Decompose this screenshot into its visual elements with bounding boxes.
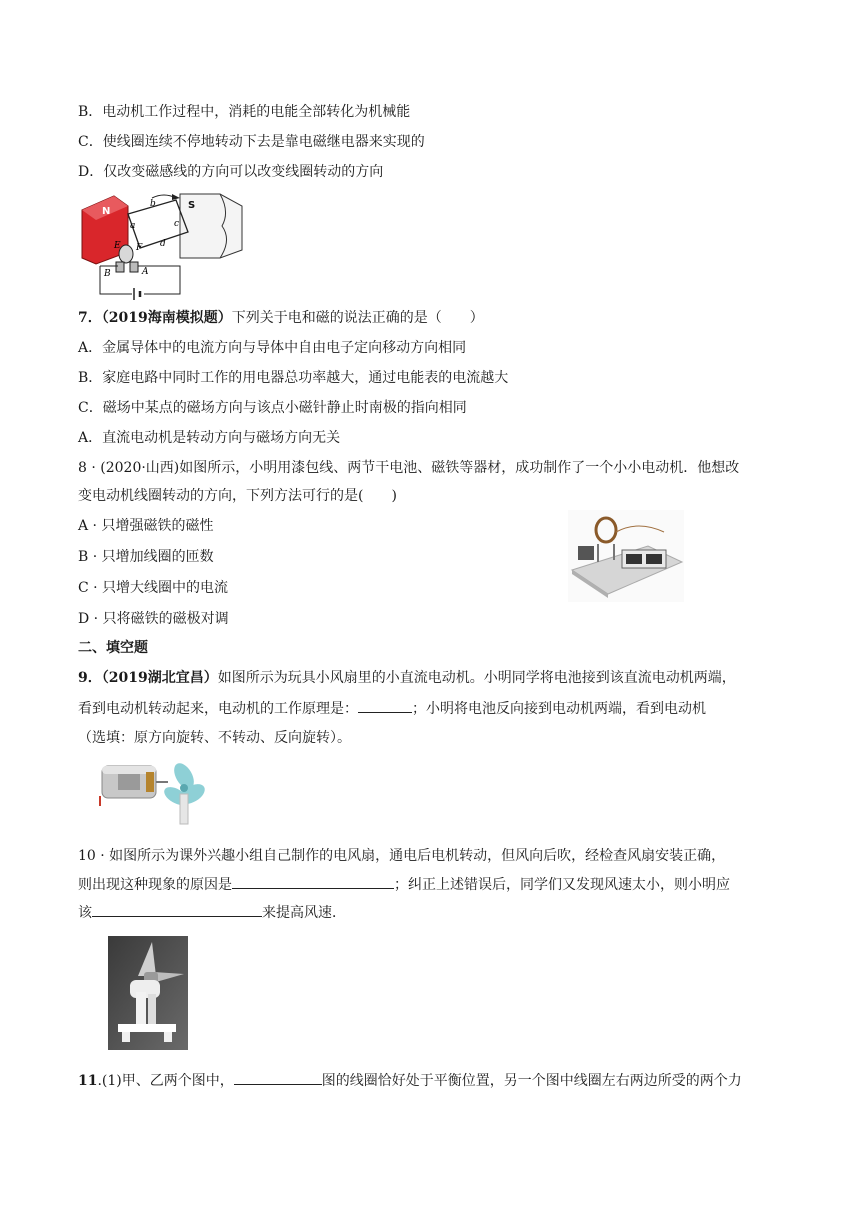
q10-stem-line1: 10 · 如图所示为课外兴趣小组自己制作的电风扇，通电后电机转动，但风向后吹，经检查风扇安装正确， [78,848,726,864]
q6-option-b: B．电动机工作过程中，消耗的电能全部转化为机械能 [78,104,411,120]
label-d: d [160,239,166,249]
q7-option-c: C．磁场中某点的磁场方向与该点小磁针静止时南极的指向相同 [78,400,467,416]
q7-option-b: B．家庭电路中同时工作的用电器总功率越大，通过电能表的电流越大 [78,370,509,386]
q11-text-rest: 图的线圈恰好处于平衡位置，另一个图中线圈左右两边所受的两个力 [321,1073,742,1089]
q9-number: 9． [78,670,102,686]
q8-stem-line2: 变电动机线圈转动的方向，下列方法可行的是( ) [78,488,397,504]
q9-stem-line1 [78,668,736,688]
q9-blank-1[interactable] [358,698,412,713]
q9-stem-line3: （选填：原方向旋转、不转动、反向旋转）。 [78,730,351,746]
q9-source: （2019湖北宜昌） [101,670,218,686]
q9-text-1: 如图所示为玩具小风扇里的小直流电动机。小明同学将电池接到该直流电动机两端， [217,670,736,686]
q9-text-2a: 看到电动机转动起来，电动机的工作原理是： [78,701,358,717]
south-label: S [188,200,196,211]
label-c: c [174,219,180,229]
q11-blank-1[interactable] [234,1070,322,1085]
section-heading-fill-in: 二、填空题 [78,640,148,656]
motor-diagram-figure [80,192,246,300]
q7-source: （2019海南模拟题） [101,310,232,326]
label-e: E [114,241,121,251]
q9-text-2b: ；小明将电池反向接到电动机两端，看到电动机 [412,701,706,717]
q11-text-part: .(1)甲、乙两个图中， [97,1073,234,1089]
label-a: a [130,221,136,231]
q10-stem-line3 [78,902,346,923]
label-b: b [150,199,156,209]
label-f: F [136,243,143,253]
motor-fan-photo [98,758,210,828]
q7-stem [78,308,484,328]
q9-stem-line2 [78,698,706,719]
label-brush-b: B [104,269,111,279]
label-brush-a: A [142,267,149,277]
q11-number: 11 [78,1073,98,1089]
q11-stem-line1 [78,1070,742,1091]
q10-blank-2[interactable] [92,902,262,917]
q10-stem-line2 [78,874,730,895]
q8-stem-line1: 8 · (2020·山西)如图所示，小明用漆包线、两节干电池、磁铁等器材，成功制作了一个小小电动机．他想改 [78,460,740,476]
q10-text-2a: 则出现这种现象的原因是 [78,877,232,893]
q8-option-d: D · 只将磁铁的磁极对调 [78,611,229,627]
q6-option-c: C．使线圈连续不停地转动下去是靠电磁继电器来实现的 [78,134,425,150]
north-label: N [102,206,111,217]
q10-blank-1[interactable] [232,874,394,889]
small-motor-photo [568,510,684,602]
q7-option-a: A．金属导体中的电流方向与导体中自由电子定向移动方向相同 [78,340,467,356]
q6-option-d: D．仅改变磁感线的方向可以改变线圈转动的方向 [78,164,384,180]
q10-text-3b: 来提高风速． [262,905,346,921]
q7-option-d: A．直流电动机是转动方向与磁场方向无关 [78,430,341,446]
q10-text-2b: ；纠正上述错误后，同学们又发现风速太小，则小明应 [394,877,730,893]
homemade-fan-photo [108,936,188,1050]
q8-option-b: B · 只增加线圈的匝数 [78,549,214,565]
q8-option-a: A · 只增强磁铁的磁性 [78,518,214,534]
q8-option-c: C · 只增大线圈中的电流 [78,580,229,596]
q10-text-3a: 该 [78,905,92,921]
q7-text: 下列关于电和磁的说法正确的是（ ） [231,310,484,326]
q7-number: 7． [78,310,102,326]
